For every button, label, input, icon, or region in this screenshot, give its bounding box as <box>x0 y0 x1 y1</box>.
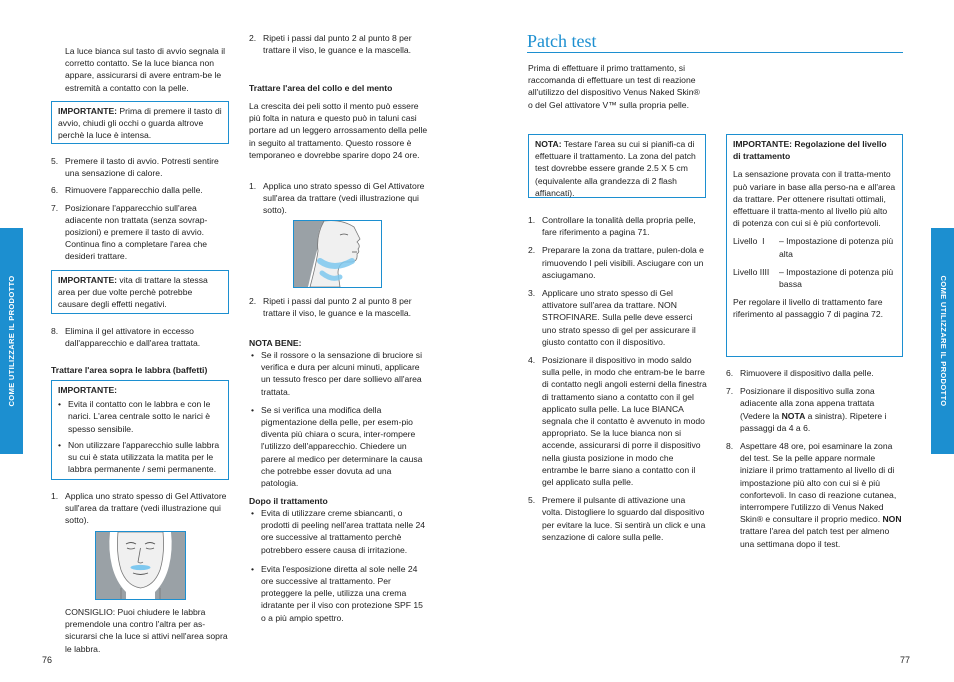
col2-steps-c <box>249 295 429 324</box>
page-number-right: 77 <box>900 655 911 665</box>
tip-text: CONSIGLIO: Puoi chiudere le labbra premendole una contro l'altra per as-sicurarsi che la luce si attivi nell'area sopra le labbra. <box>65 607 228 654</box>
level-box-para1: La sensazione provata con il tratta-mento può variare in base alla perso-na e all'area da trattare. Per ottenere risultati ottimali, effettuare il tratta-mento al livello più alto di potenza con cui si è più confortevoli. <box>733 169 896 229</box>
level-description: – Impostazione di potenza più alta <box>779 236 894 259</box>
nota-bene-heading: NOTA BENE: <box>249 338 302 348</box>
page-number-left: 76 <box>42 655 53 665</box>
side-tab-left-label: COME UTILIZZARE IL PRODOTTO <box>6 275 16 407</box>
neck-heading: Trattare l'area del collo e del mento <box>249 83 393 93</box>
col4-steps <box>726 367 904 555</box>
col1-steps-a <box>51 155 229 268</box>
list-item: 8. Elimina il gel attivatore in eccesso dall'apparecchio e dall'area trattata. <box>51 326 201 349</box>
important-box-2 <box>51 270 229 314</box>
page-title: Patch test <box>527 31 903 53</box>
list-item: 2. Preparare la zona da trattare, pulen-dola e rimuovendo I peli visibili. Asciugare con un asciugamano. <box>528 245 704 280</box>
upper-lip-illustration <box>95 531 186 600</box>
important-label: IMPORTANTE: <box>58 275 118 285</box>
level-label: Livello I <box>733 236 765 247</box>
list-item: 1. Applica uno strato spesso di Gel Attivatore sull'area da trattare (vedi illustrazione qui sotto). <box>249 181 425 216</box>
patch-test-steps <box>528 214 708 548</box>
list-item: 5. Premere il tasto di avvio. Potresti sentire una sensazione di calore. <box>51 156 219 179</box>
side-tab-right-label: COME UTILIZZARE IL PRODOTTO <box>938 275 948 407</box>
level-label: Livello IIII <box>733 266 770 277</box>
level-row-low <box>733 266 896 290</box>
face-front-image <box>96 532 185 599</box>
patch-test-intro: Prima di effettuare il primo trattamento, si raccomanda di effettuare un test di reazione all'utilizzo del dispositivo Venus Naked Skin® o del Gel attivatore V™ sulla propria pelle. <box>528 63 700 110</box>
face-profile-image <box>294 221 381 287</box>
nota-box <box>528 134 706 198</box>
list-item: 1. Controllare la tonalità della propria pelle, fare riferimento a pagina 71. <box>528 215 696 238</box>
list-item: 2. Ripeti i passi dal punto 2 al punto 8 per trattare il viso, le guance e la mascella. <box>249 33 412 56</box>
neck-intro: La crescita dei peli sotto il mento può essere più folta in natura e questo può in taluni casi portare ad un leggero arrossamento della pelle in seguito al trattamento. Questo rossore è temporaneo e dovrebbe sparire dopo 24 ore. <box>249 101 428 160</box>
level-row-high <box>733 235 896 259</box>
side-tab-right <box>931 228 954 454</box>
after-treatment-heading: Dopo il trattamento <box>249 496 328 506</box>
after-treatment-list <box>251 507 429 628</box>
important-text: Prima di premere il tasto di avvio, chiudi gli occhi o guarda altrove perchè la luce è intensa. <box>58 106 222 141</box>
neck-illustration <box>293 220 382 288</box>
col1-steps-b <box>51 325 229 354</box>
col2-steps-b <box>249 180 429 222</box>
bullet-item: • Se il rossore o la sensazione di bruciore si verifica e dura per alcuni minuti, applicare un tessuto fresco per dare sollievo all'area trattata. <box>251 350 422 397</box>
level-box-para2: Per regolare il livello di trattamento fare riferimento al passaggio 7 di pagina 72. <box>733 297 884 320</box>
important-label: IMPORTANTE: <box>58 385 118 395</box>
important-box-1 <box>51 101 229 144</box>
list-item: 3. Applicare uno strato spesso di Gel attivatore sull'area da trattare. NON STROFINARE. Sulla pelle deve esserci uno strato spesso di gel per assicurare il giusto contatto con il dispositivo. <box>528 288 696 347</box>
important-level-box <box>726 134 903 357</box>
bullet-item: • Se si verifica una modifica della pigmentazione della pelle, per esem-pio diventa più chiara o scura, inter-rompere l'utilizzo dell'apparecchio. Chiedere un parere al medico per determinare la causa che potrebbe esser dovuta ad una patologia. <box>251 404 423 489</box>
important-text: vita di trattare la stessa area per due volte perchè potrebbe causare degli effetti negativi. <box>58 275 208 310</box>
col1-intro: La luce bianca sul tasto di avvio segnala il corretto contatto. Se la luce bianca non appare, assicurarsi di avere entram-be le estremità a contatto con la pelle. <box>65 46 226 93</box>
bullet-item: • Evita il contatto con le labbra e con le narici. L'area centrale sotto le narici è spesso sensibile. <box>58 399 211 434</box>
list-item: 7. Posizionare il dispositivo sulla zona adiacente alla zona appena trattata (Vedere la NOTA a sinistra). Ripetere i passaggi da 4 a 6. <box>726 386 887 433</box>
list-item: 5. Premere il pulsante di attivazione una volta. Distogliere lo sguardo dal dispositivo per evitare la luce. Si sentirà un click e una senzazione di calore sulla pelle. <box>528 495 706 542</box>
bullet-item: • Evita di utilizzare creme sbiancanti, o prodotti di peeling nell'area trattata nelle 24 ore successive al trattamento perchè potrebbero essere causa di irritazione. <box>251 508 426 555</box>
col2-steps-a <box>249 32 429 61</box>
bullet-item: • Non utilizzare l'apparecchio sulle labbra su cui è stata utilizzata la matita per le labbra permanente / semi permanente. <box>58 439 220 475</box>
nota-label: NOTA: <box>535 139 562 149</box>
list-item: 8. Aspettare 48 ore, poi esaminare la zona del test. Se la pelle appare normale iniziare il primo trattamento al livello di di impostazione più alto con cui si è più confortevoli. In caso di reazione cutanea, interrompere l'utilizzo di Venus Naked Skin® e consultare il proprio medico. NON trattare l'area del patch test per almeno una settimana dopo il test. <box>726 441 902 549</box>
list-item: 4. Posizionare il dispositivo in modo saldo sulla pelle, in modo che entram-be le barre di contatto negli angoli esterni della finestra di trattamento siano a contatto con il gel applicato sulla pelle. La luce BIANCA segnala che il contatto è avvenuto in modo appropriato. Se la luce bianca non si accende, assicurarsi di porre il dispositivo nella giusta posizione in modo che entrambe le barre siano a contatto con il gel applicato sulla pelle. <box>528 355 707 488</box>
list-item: 7. Posizionare l'apparecchio sull'area adiacente non trattata (senza sovrap-posizioni) e premere il tasto di avvio. Continua fino a completare l'area che desideri trattare. <box>51 202 208 262</box>
col1-steps-c <box>51 490 229 532</box>
bullet-item: • Evita l'esposizione diretta al sole nelle 24 ore successive al trattamento. Per proteggere la pelle, utilizza una crema idratante per il viso con protezione SPF 15 o a più ampio spettro. <box>251 563 423 623</box>
level-description: – Impostazione di potenza più bassa <box>779 266 894 290</box>
list-item: 1. Applica uno strato spesso di Gel Attivatore sull'area da trattare (vedi illustrazione qui sotto). <box>51 491 227 526</box>
list-item: 6. Rimuovere il dispositivo dalla pelle. <box>726 368 874 378</box>
list-item: 2. Ripeti i passi dal punto 2 al punto 8 per trattare il viso, le guance e la mascella. <box>249 296 412 319</box>
nota-bene-list <box>251 349 429 493</box>
nota-text: Testare l'area su cui si pianifi-ca di effettuare il trattamento. La zona del patch test dovrebbe essere grande 2.5 X 5 cm (equivalente alla grandezza di 2 flash affiancati). <box>535 139 696 198</box>
side-tab-left <box>0 228 23 454</box>
list-item: 6. Rimuovere l'apparecchio dalla pelle. <box>51 185 203 196</box>
level-box-heading: IMPORTANTE: Regolazione del livello di trattamento <box>733 139 887 162</box>
lip-heading: Trattare l'area sopra le labbra (baffetti) <box>51 365 208 375</box>
important-label: IMPORTANTE: <box>58 106 118 116</box>
important-box-3 <box>51 380 229 480</box>
